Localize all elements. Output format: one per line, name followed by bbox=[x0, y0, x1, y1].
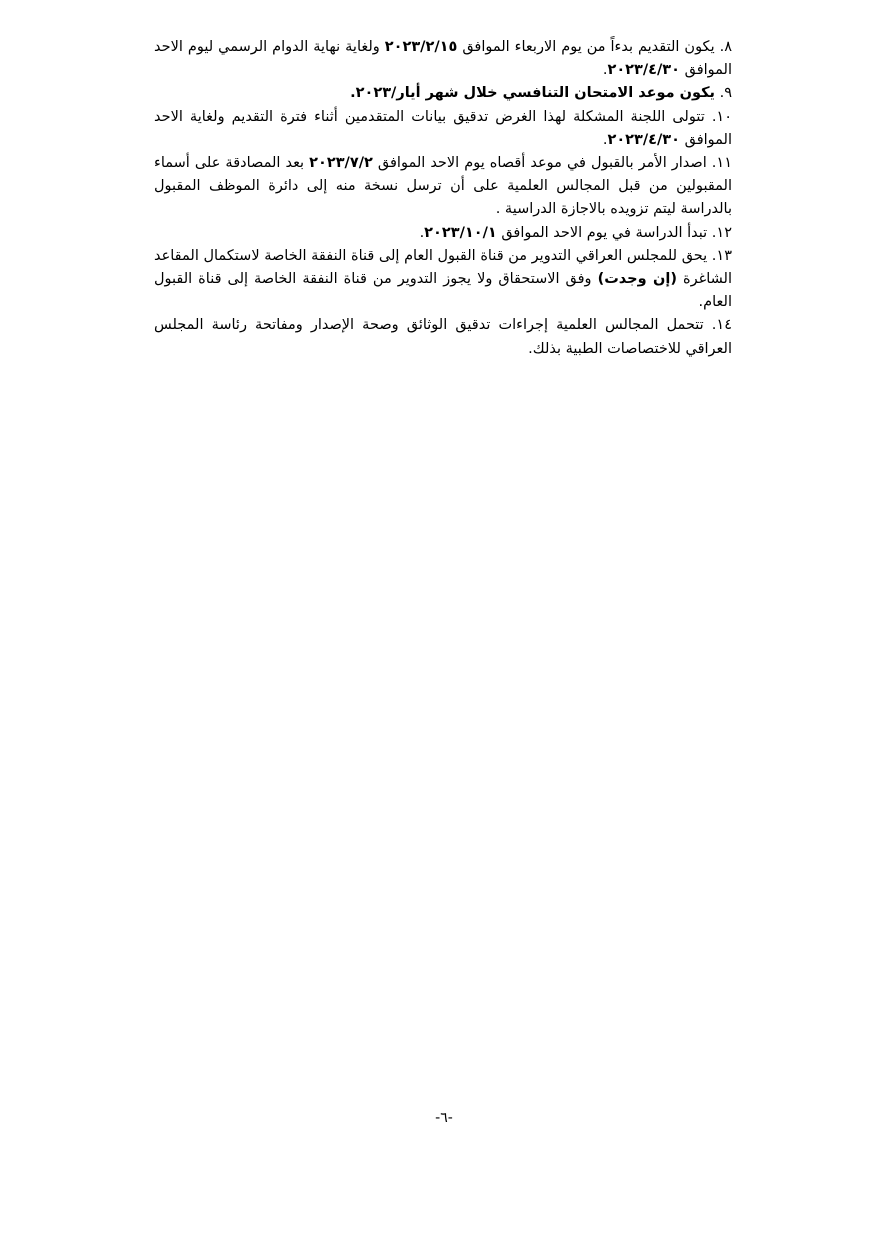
item-12-text: ١٢. تبدأ الدراسة في يوم الاحد الموافق bbox=[496, 224, 732, 241]
list-item-14 bbox=[154, 314, 732, 360]
numbered-list bbox=[154, 36, 732, 361]
item-9-text: يكون موعد الامتحان التنافسي خلال شهر أيار/٢٠٢٣. bbox=[350, 85, 715, 102]
item-9-number: ٩. bbox=[714, 85, 732, 102]
item-12-date: ٢٠٢٣/١٠/١ bbox=[424, 224, 497, 241]
item-8-end-date: ٢٠٢٣/٤/٣٠ bbox=[607, 62, 681, 79]
item-13-bold-note: (إن وجدت) bbox=[597, 271, 678, 288]
item-10-period: . bbox=[602, 131, 608, 148]
list-item-10 bbox=[154, 106, 732, 152]
item-10-date: ٢٠٢٣/٤/٣٠ bbox=[607, 131, 681, 148]
list-item-13 bbox=[154, 245, 732, 315]
item-8-start-date: ٢٠٢٣/٢/١٥ bbox=[384, 39, 458, 55]
item-8-text-cont: ولغاية نهاية الدوام الرسمي ليوم الاحد الموافق bbox=[154, 39, 732, 79]
item-11-date: ٢٠٢٣/٧/٢ bbox=[309, 155, 373, 172]
item-11-text-cont: بعد المصادقة على أسماء المقبولين من قبل المجالس العلمية على أن ترسل نسخة منه إلى دائرة الموظف المقبول بالدراسة ليتم تزويده بالاجازة الدراسية . bbox=[154, 155, 732, 218]
item-13-text: ١٣. يحق للمجلس العراقي التدوير من قناة القبول العام إلى قناة النفقة الخاصة لاستكمال المقاعد الشاغرة bbox=[154, 247, 732, 288]
item-10-text: ١٠. تتولى اللجنة المشكلة لهذا الغرض تدقيق بيانات المتقدمين أثناء فترة التقديم ولغاية الاحد الموافق bbox=[154, 108, 732, 148]
item-14-text: ١٤. تتحمل المجالس العلمية إجراءات تدقيق الوثائق وصحة الإصدار ومفاتحة رئاسة المجلس العراقي للاختصاصات الطبية بذلك. bbox=[154, 317, 732, 357]
item-13-text-cont: وفق الاستحقاق ولا يجوز التدوير من قناة النفقة الخاصة إلى قناة القبول العام. bbox=[154, 271, 732, 311]
list-item-9 bbox=[154, 82, 732, 105]
list-item-8 bbox=[154, 36, 732, 82]
item-8-text: ٨. يكون التقديم بدءاً من يوم الاربعاء الموافق bbox=[457, 39, 732, 55]
item-11-text: ١١. اصدار الأمر بالقبول في موعد أقصاه يوم الاحد الموافق bbox=[372, 155, 732, 172]
item-8-period: . bbox=[602, 62, 608, 79]
item-12-period: . bbox=[419, 224, 425, 241]
page-number: -٦- bbox=[435, 1110, 453, 1126]
list-item-12 bbox=[154, 222, 732, 245]
list-item-11 bbox=[154, 152, 732, 222]
